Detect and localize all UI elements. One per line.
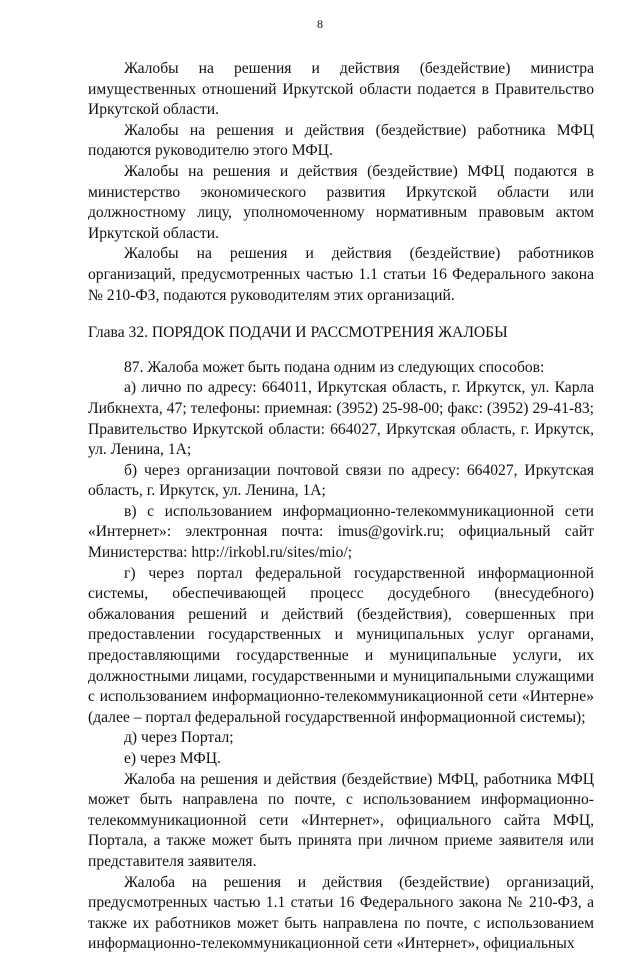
document-body [88, 59, 594, 955]
list-item-v: в) с использованием информационно-телекоммуникационной сети «Интернет»: электронная почта: imus@govirk.ru; официальный сайт Министерства: http://irkobl.ru/sites/mio/; [88, 502, 594, 562]
list-item-e: е) через МФЦ. [124, 750, 221, 767]
paragraph-organizations-complaint-channels: Жалоба на решения и действия (бездействие) организаций, предусмотренных частью 1.1 статьи 16 Федерального закона № 210-ФЗ, а также их работников может быть направлена по почте, с использованием информационно-телекоммуникационной сети «Интернет», официальных [88, 873, 594, 953]
list-item-b: б) через организации почтовой связи по адресу: 664027, Иркутская область, г. Иркутск, ул. Ленина, 1А; [88, 461, 594, 500]
paragraph-mfc-complaint-channels: Жалоба на решения и действия (бездействие) МФЦ, работника МФЦ может быть направлена по почте, с использованием информационно-телекоммуникационной сети «Интернет», официального сайта МФЦ, Портала, а также может быть принята при личном приеме заявителя или представителя заявителя. [88, 770, 594, 870]
paragraph-complaint-mfc: Жалобы на решения и действия (бездействие) МФЦ подаются в министерство экономического развития Иркутской области или должностному лицу, уполномоченному нормативным правовым актом Иркутской области. [88, 162, 594, 242]
list-item-a: а) лично по адресу: 664011, Иркутская область, г. Иркутск, ул. Карла Либкнехта, 47; телефоны: приемная: (3952) 25-98-00; факс: (3952) 29-41-83; Правительство Иркутской области: 664027, Иркутская область, г. Иркутск, ул. Ленина, 1А; [88, 379, 594, 459]
paragraph-complaint-mfc-worker: Жалобы на решения и действия (бездействие) работника МФЦ подаются руководителю этого МФЦ. [88, 121, 594, 160]
list-item-g: г) через портал федеральной государственной информационной системы, обеспечивающей процесс досудебного (внесудебного) обжалования решений и действий (бездействия), совершенных при предоставлении государственных и муниципальных услуг органами, предоставляющими государственные и муниципальные услуги, их должностными лицами, государственными и муниципальными служащими с использованием информационно-телекоммуникационной сети «Интерне» (далее – портал федеральной государственной информационной системы); [88, 564, 594, 726]
page-number: 8 [317, 17, 323, 31]
paragraph-complaint-minister: Жалобы на решения и действия (бездействие) министра имущественных отношений Иркутской области подается в Правительство Иркутской области. [88, 60, 594, 119]
chapter-title: Глава 32. ПОРЯДОК ПОДАЧИ И РАССМОТРЕНИЯ ЖАЛОБЫ [88, 324, 508, 342]
paragraph-complaint-organizations: Жалобы на решения и действия (бездействие) работников организаций, предусмотренных частью 1.1 статьи 16 Федерального закона № 210-ФЗ, подаются руководителям этих организаций. [88, 245, 594, 304]
paragraph-87-intro: 87. Жалоба может быть подана одним из следующих способов: [124, 358, 545, 376]
list-item-d: д) через Портал; [124, 729, 234, 747]
